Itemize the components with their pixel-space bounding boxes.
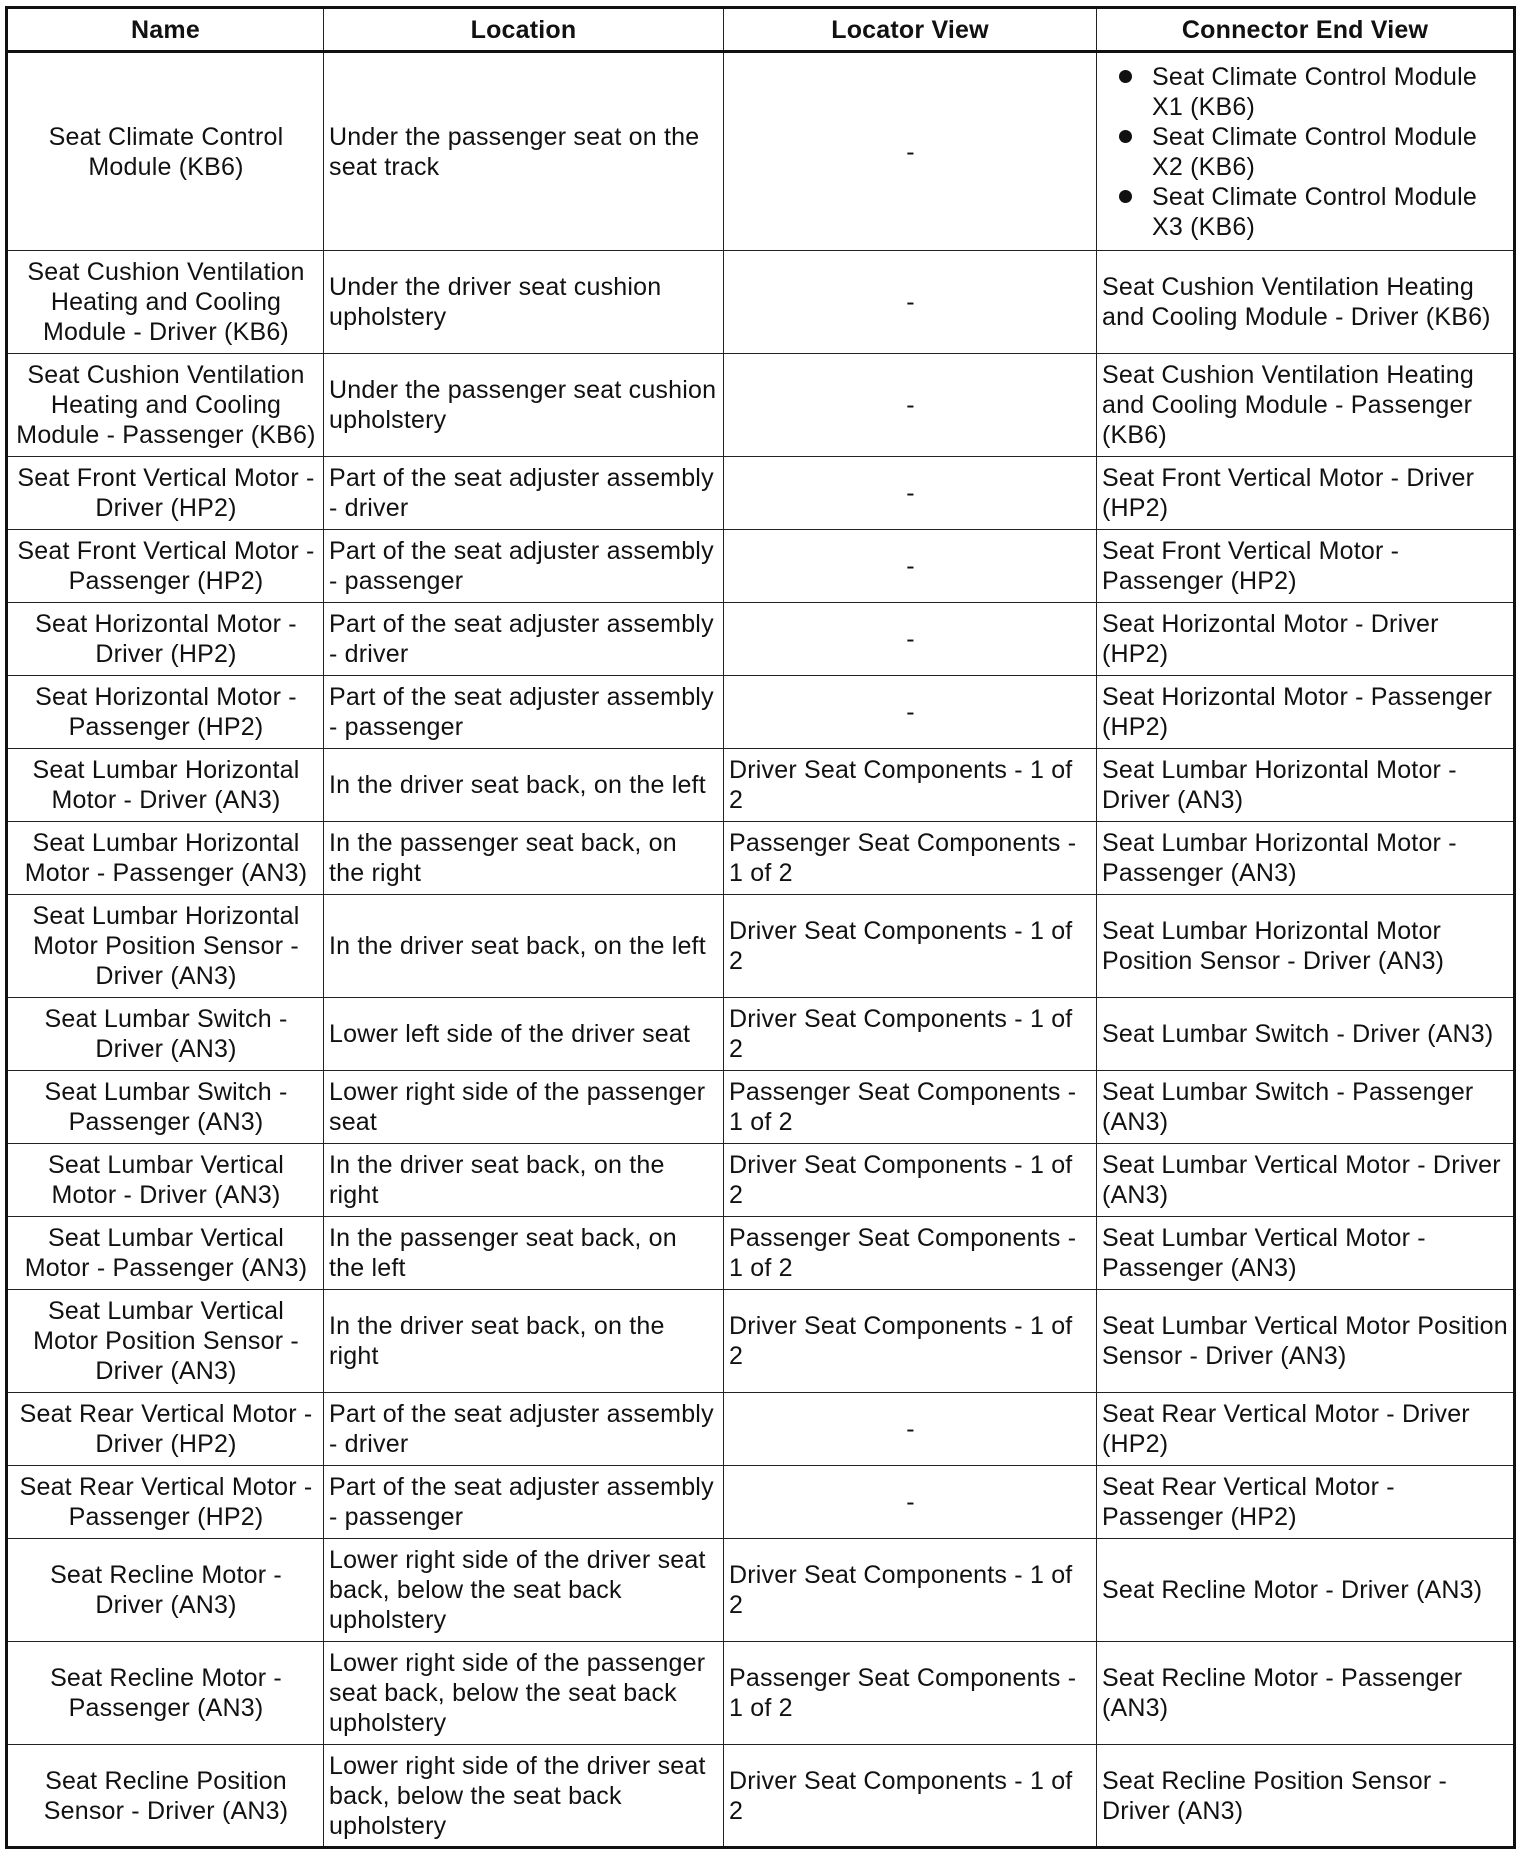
cell-connector-end-view: Seat Lumbar Switch - Driver (AN3) <box>1097 998 1515 1071</box>
cell-name: Seat Horizontal Motor - Driver (HP2) <box>7 603 324 676</box>
table-row <box>7 1290 1515 1393</box>
table-row <box>7 749 1515 822</box>
component-locator-table <box>5 6 1516 1849</box>
cell-locator-view: - <box>724 52 1097 251</box>
cell-location: In the driver seat back, on the right <box>324 1144 724 1217</box>
cell-location: In the driver seat back, on the left <box>324 895 724 998</box>
cell-name: Seat Lumbar Switch - Driver (AN3) <box>7 998 324 1071</box>
table-row <box>7 530 1515 603</box>
cell-connector-end-view: Seat Recline Position Sensor - Driver (AN3) <box>1097 1745 1515 1848</box>
table-body <box>7 52 1515 1848</box>
cell-connector-end-view: Seat Front Vertical Motor - Driver (HP2) <box>1097 457 1515 530</box>
cell-location: Under the passenger seat on the seat track <box>324 52 724 251</box>
table-row <box>7 1466 1515 1539</box>
connector-list-item <box>1152 182 1509 242</box>
cell-connector-end-view: Seat Lumbar Horizontal Motor - Passenger (AN3) <box>1097 822 1515 895</box>
cell-location: Under the driver seat cushion upholstery <box>324 251 724 354</box>
header-location: Location <box>324 8 724 52</box>
table-row <box>7 354 1515 457</box>
table-row <box>7 822 1515 895</box>
table-row <box>7 1144 1515 1217</box>
cell-location: In the passenger seat back, on the left <box>324 1217 724 1290</box>
header-name: Name <box>7 8 324 52</box>
cell-location: Lower right side of the passenger seat back, below the seat back upholstery <box>324 1642 724 1745</box>
cell-name: Seat Lumbar Vertical Motor - Driver (AN3) <box>7 1144 324 1217</box>
cell-location: Lower right side of the passenger seat <box>324 1071 724 1144</box>
cell-name: Seat Lumbar Horizontal Motor - Passenger (AN3) <box>7 822 324 895</box>
table-row <box>7 1745 1515 1848</box>
cell-connector-end-view: Seat Cushion Ventilation Heating and Cooling Module - Passenger (KB6) <box>1097 354 1515 457</box>
cell-connector-end-view: Seat Recline Motor - Driver (AN3) <box>1097 1539 1515 1642</box>
connector-list-item <box>1152 62 1509 122</box>
cell-connector-end-view: Seat Lumbar Vertical Motor - Passenger (AN3) <box>1097 1217 1515 1290</box>
table-row <box>7 251 1515 354</box>
cell-location: Lower right side of the driver seat back, below the seat back upholstery <box>324 1539 724 1642</box>
cell-locator-view: - <box>724 251 1097 354</box>
cell-location: Part of the seat adjuster assembly - passenger <box>324 676 724 749</box>
cell-locator-view: - <box>724 457 1097 530</box>
table-row <box>7 457 1515 530</box>
bullet-icon <box>1119 130 1132 143</box>
table-row <box>7 603 1515 676</box>
cell-locator-view: Driver Seat Components - 1 of 2 <box>724 998 1097 1071</box>
cell-connector-end-view: Seat Recline Motor - Passenger (AN3) <box>1097 1642 1515 1745</box>
cell-location: In the driver seat back, on the left <box>324 749 724 822</box>
cell-locator-view: Driver Seat Components - 1 of 2 <box>724 1745 1097 1848</box>
cell-name: Seat Rear Vertical Motor - Passenger (HP2) <box>7 1466 324 1539</box>
cell-name: Seat Lumbar Vertical Motor - Passenger (AN3) <box>7 1217 324 1290</box>
cell-name: Seat Recline Motor - Passenger (AN3) <box>7 1642 324 1745</box>
cell-connector-end-view: Seat Lumbar Switch - Passenger (AN3) <box>1097 1071 1515 1144</box>
connector-list-text: Seat Climate Control Module X3 (KB6) <box>1152 182 1477 241</box>
cell-name: Seat Front Vertical Motor - Passenger (HP2) <box>7 530 324 603</box>
cell-locator-view: Passenger Seat Components - 1 of 2 <box>724 822 1097 895</box>
cell-location: In the driver seat back, on the right <box>324 1290 724 1393</box>
cell-location: Part of the seat adjuster assembly - passenger <box>324 530 724 603</box>
cell-locator-view: Driver Seat Components - 1 of 2 <box>724 1144 1097 1217</box>
cell-locator-view: Driver Seat Components - 1 of 2 <box>724 749 1097 822</box>
cell-name: Seat Front Vertical Motor - Driver (HP2) <box>7 457 324 530</box>
cell-connector-end-view: Seat Lumbar Horizontal Motor - Driver (AN3) <box>1097 749 1515 822</box>
table-row <box>7 1642 1515 1745</box>
cell-name: Seat Cushion Ventilation Heating and Cooling Module - Passenger (KB6) <box>7 354 324 457</box>
cell-connector-end-view: Seat Front Vertical Motor - Passenger (HP2) <box>1097 530 1515 603</box>
table-row <box>7 1539 1515 1642</box>
header-row <box>7 8 1515 52</box>
cell-connector-end-view: Seat Cushion Ventilation Heating and Cooling Module - Driver (KB6) <box>1097 251 1515 354</box>
table-row <box>7 1393 1515 1466</box>
bullet-icon <box>1119 70 1132 83</box>
connector-list-item <box>1152 122 1509 182</box>
connector-list-text: Seat Climate Control Module X2 (KB6) <box>1152 122 1477 181</box>
connector-list <box>1102 62 1509 242</box>
cell-connector-end-view: Seat Lumbar Horizontal Motor Position Sensor - Driver (AN3) <box>1097 895 1515 998</box>
cell-location: Lower right side of the driver seat back, below the seat back upholstery <box>324 1745 724 1848</box>
cell-connector-end-view: Seat Lumbar Vertical Motor - Driver (AN3) <box>1097 1144 1515 1217</box>
table-row <box>7 676 1515 749</box>
cell-name: Seat Rear Vertical Motor - Driver (HP2) <box>7 1393 324 1466</box>
cell-location: Part of the seat adjuster assembly - driver <box>324 1393 724 1466</box>
cell-connector-end-view <box>1097 52 1515 251</box>
header-connector-end-view: Connector End View <box>1097 8 1515 52</box>
table-row <box>7 998 1515 1071</box>
cell-locator-view: Driver Seat Components - 1 of 2 <box>724 1539 1097 1642</box>
header-locator-view: Locator View <box>724 8 1097 52</box>
cell-connector-end-view: Seat Horizontal Motor - Driver (HP2) <box>1097 603 1515 676</box>
cell-location: In the passenger seat back, on the right <box>324 822 724 895</box>
cell-locator-view: - <box>724 530 1097 603</box>
cell-locator-view: - <box>724 1466 1097 1539</box>
cell-location: Part of the seat adjuster assembly - driver <box>324 457 724 530</box>
table-row <box>7 1071 1515 1144</box>
cell-locator-view: - <box>724 676 1097 749</box>
cell-connector-end-view: Seat Rear Vertical Motor - Driver (HP2) <box>1097 1393 1515 1466</box>
cell-name: Seat Lumbar Vertical Motor Position Sensor - Driver (AN3) <box>7 1290 324 1393</box>
cell-connector-end-view: Seat Lumbar Vertical Motor Position Sensor - Driver (AN3) <box>1097 1290 1515 1393</box>
cell-name: Seat Lumbar Horizontal Motor Position Sensor - Driver (AN3) <box>7 895 324 998</box>
cell-locator-view: - <box>724 603 1097 676</box>
cell-connector-end-view: Seat Horizontal Motor - Passenger (HP2) <box>1097 676 1515 749</box>
table-header <box>7 8 1515 52</box>
cell-locator-view: Passenger Seat Components - 1 of 2 <box>724 1642 1097 1745</box>
cell-name: Seat Lumbar Horizontal Motor - Driver (AN3) <box>7 749 324 822</box>
cell-locator-view: Driver Seat Components - 1 of 2 <box>724 1290 1097 1393</box>
connector-list-text: Seat Climate Control Module X1 (KB6) <box>1152 62 1477 121</box>
cell-locator-view: - <box>724 1393 1097 1466</box>
cell-name: Seat Recline Motor - Driver (AN3) <box>7 1539 324 1642</box>
cell-locator-view: Passenger Seat Components - 1 of 2 <box>724 1217 1097 1290</box>
bullet-icon <box>1119 190 1132 203</box>
cell-locator-view: - <box>724 354 1097 457</box>
cell-location: Lower left side of the driver seat <box>324 998 724 1071</box>
cell-name: Seat Cushion Ventilation Heating and Cooling Module - Driver (KB6) <box>7 251 324 354</box>
cell-locator-view: Driver Seat Components - 1 of 2 <box>724 895 1097 998</box>
cell-name: Seat Recline Position Sensor - Driver (AN3) <box>7 1745 324 1848</box>
cell-name: Seat Lumbar Switch - Passenger (AN3) <box>7 1071 324 1144</box>
cell-location: Under the passenger seat cushion upholstery <box>324 354 724 457</box>
cell-location: Part of the seat adjuster assembly - passenger <box>324 1466 724 1539</box>
cell-location: Part of the seat adjuster assembly - driver <box>324 603 724 676</box>
table-row <box>7 1217 1515 1290</box>
table-row <box>7 52 1515 251</box>
cell-name: Seat Climate Control Module (KB6) <box>7 52 324 251</box>
cell-name: Seat Horizontal Motor - Passenger (HP2) <box>7 676 324 749</box>
cell-locator-view: Passenger Seat Components - 1 of 2 <box>724 1071 1097 1144</box>
table-row <box>7 895 1515 998</box>
cell-connector-end-view: Seat Rear Vertical Motor - Passenger (HP2) <box>1097 1466 1515 1539</box>
